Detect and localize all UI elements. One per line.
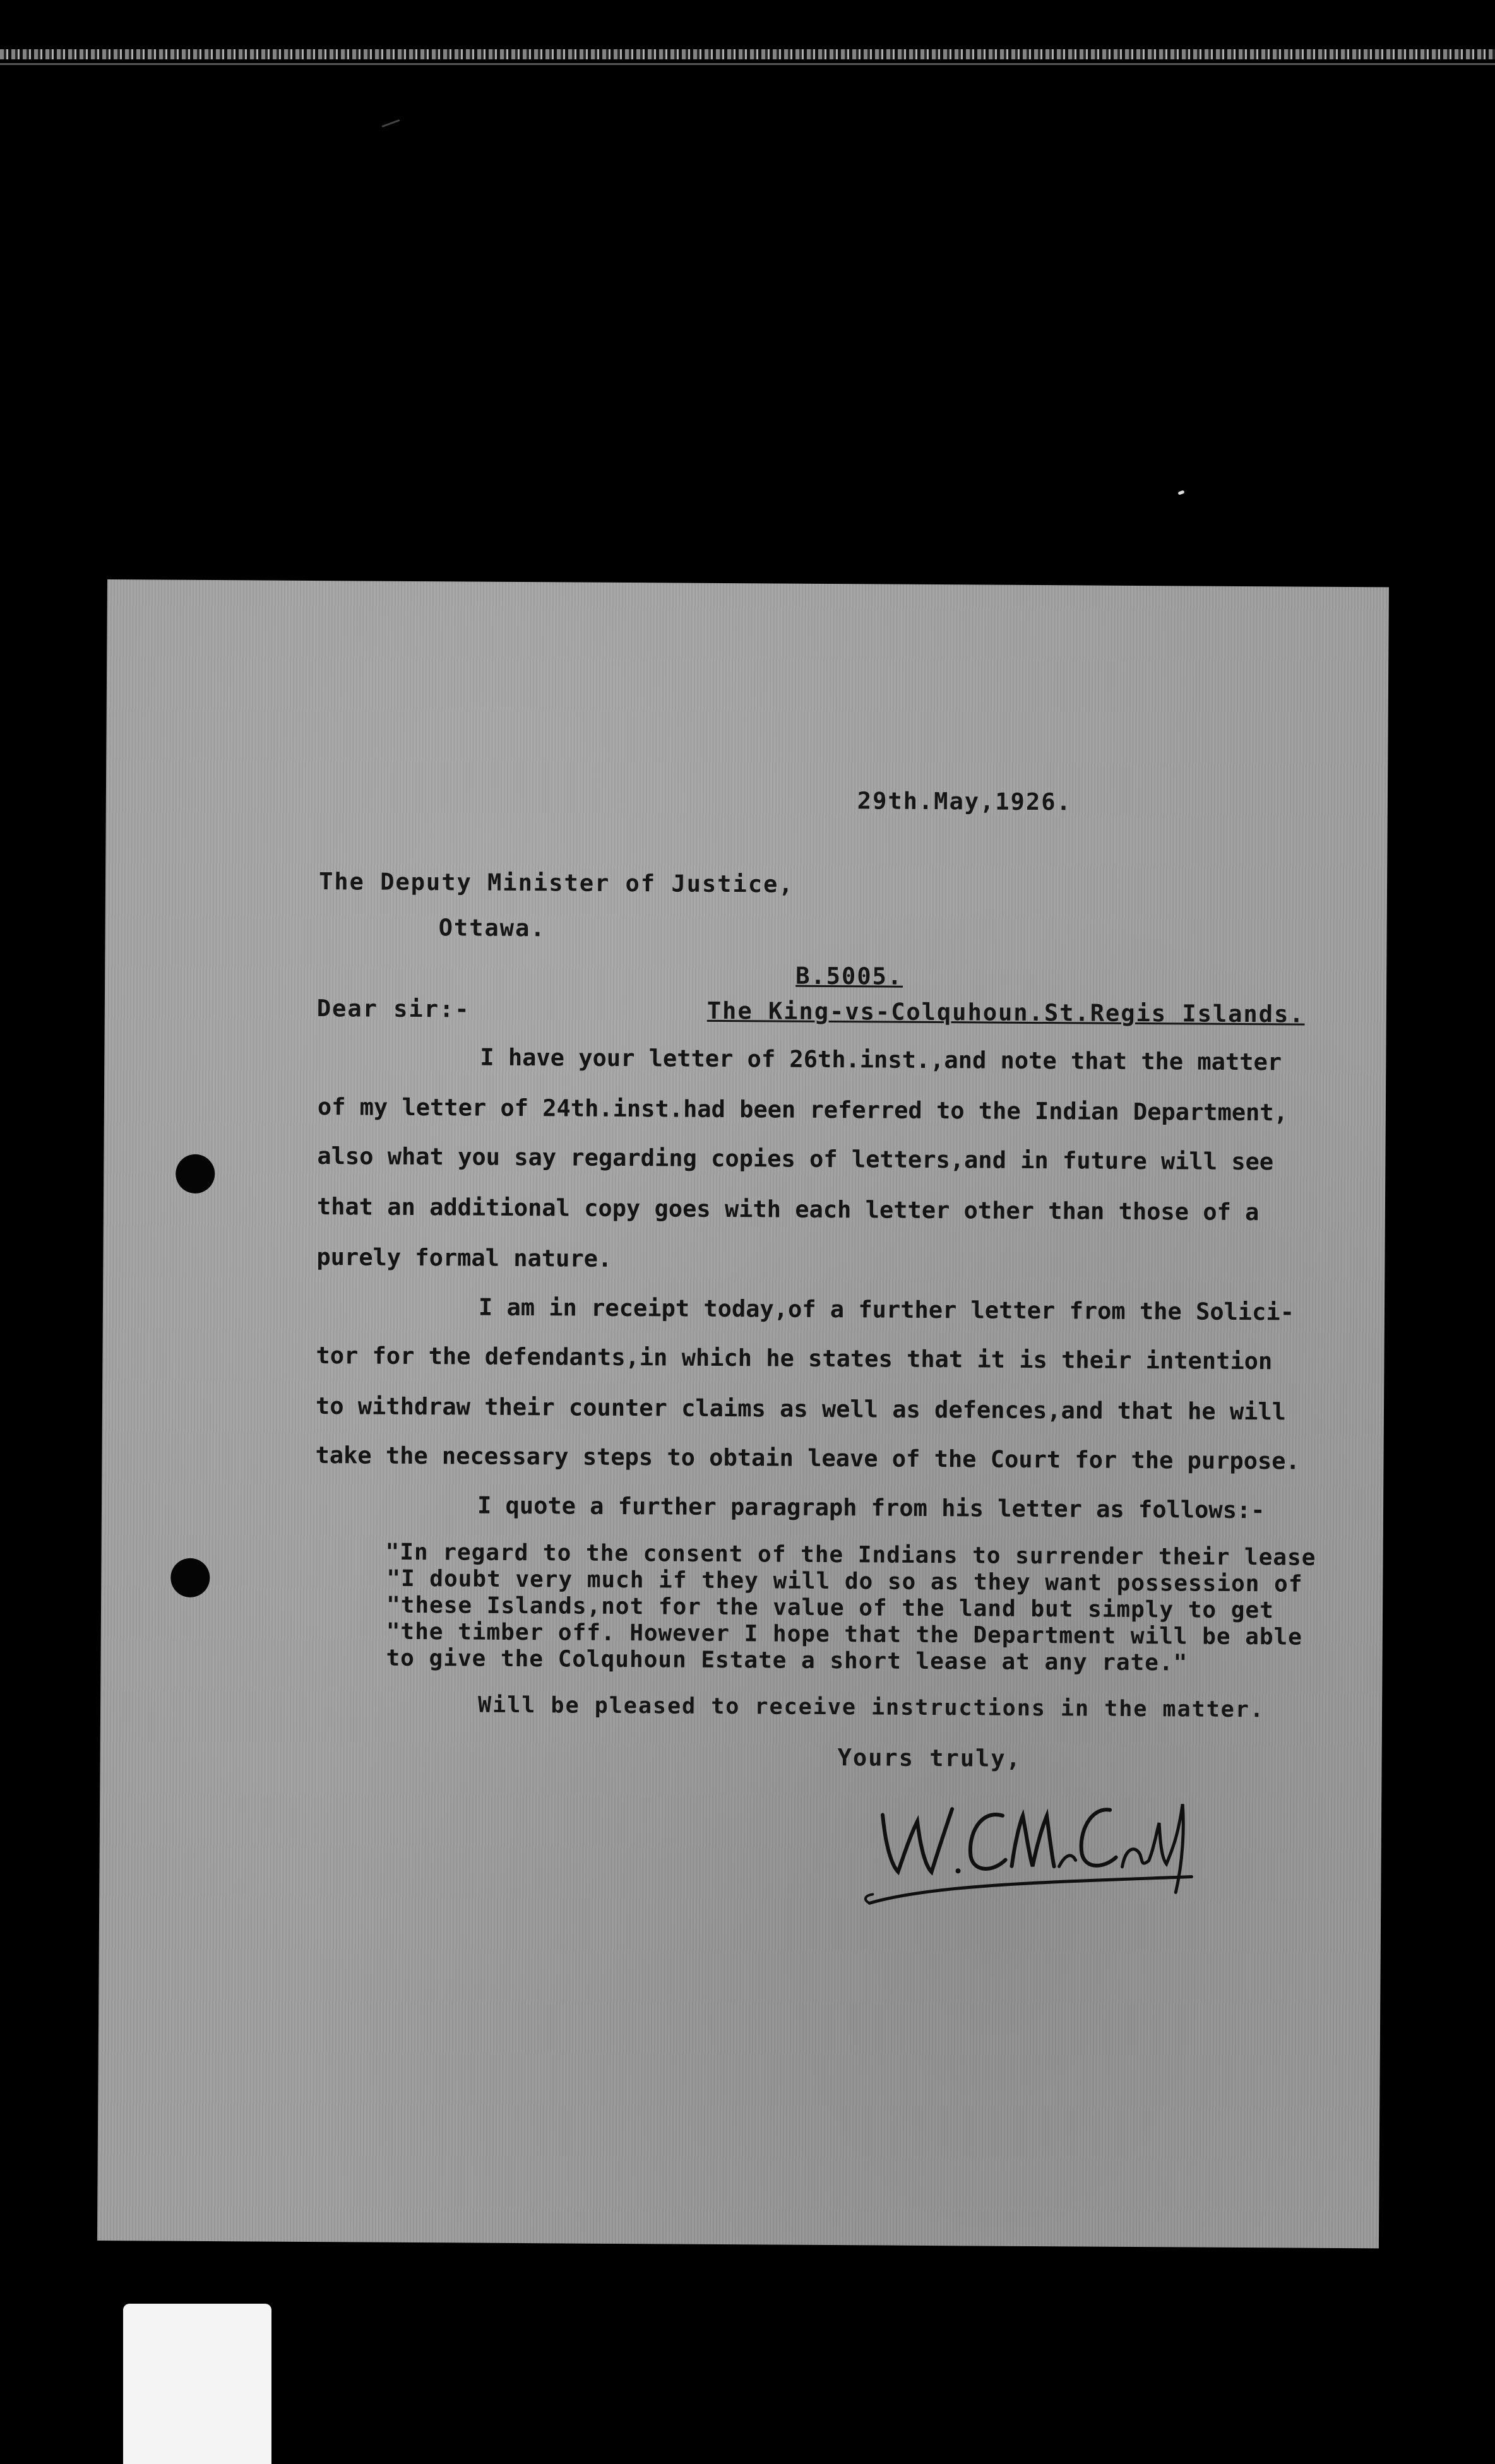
dust-speck [1177,490,1184,495]
quote-line: "I doubt very much if they will do so as they want possession of [386,1565,1303,1597]
subject-line: The King-vs-Colquhoun.St.Regis Islands. [706,997,1305,1028]
quote-line: "these Islands,not for the value of the land but simply to get [386,1592,1274,1624]
body-line: of my letter of 24th.inst.had been referred to the Indian Department, [317,1093,1289,1127]
body-line: take the necessary steps to obtain leave of the Court for the purpose. [315,1442,1300,1475]
valediction: Yours truly, [837,1744,1022,1772]
quote-line: "In regard to the consent of the Indians to surrender their lease [385,1539,1316,1571]
file-reference: B.5005. [795,962,903,990]
quote-line: to give the Colquhoun Estate a short lease at any rate." [386,1645,1188,1676]
punch-hole-upper [176,1154,215,1194]
body-line: purely formal nature. [316,1243,612,1272]
body-line: to withdraw their counter claims as well as defences,and that he will [315,1392,1287,1426]
addressee-city: Ottawa. [438,914,546,942]
punch-hole-lower [170,1558,210,1597]
letter-date: 29th.May,1926. [857,787,1072,816]
addressee-title: The Deputy Minister of Justice, [318,868,794,898]
letter-page [97,579,1389,2248]
quote-line: "the timber off. However I hope that the Department will be able [386,1618,1303,1650]
handwritten-signature [857,1770,1211,1924]
body-line: I have your letter of 26th.inst.,and note that the matter [480,1043,1282,1076]
body-line: also what you say regarding copies of letters,and in future will see [317,1142,1274,1176]
film-edge-line [0,63,1495,65]
closing-request: Will be pleased to receive instructions in the matter. [477,1692,1265,1723]
film-sprocket-edge [0,49,1495,59]
body-line: I am in receipt today,of a further letter from the Solici- [478,1293,1295,1326]
body-line: that an additional copy goes with each letter other than those of a [316,1193,1260,1226]
salutation: Dear sir:- [316,995,470,1023]
dust-speck [381,119,400,127]
blank-index-card [123,2304,271,2464]
body-line: tor for the defendants,in which he states that it is their intention [316,1342,1273,1375]
body-line: I quote a further paragraph from his letter as follows:- [477,1491,1265,1524]
